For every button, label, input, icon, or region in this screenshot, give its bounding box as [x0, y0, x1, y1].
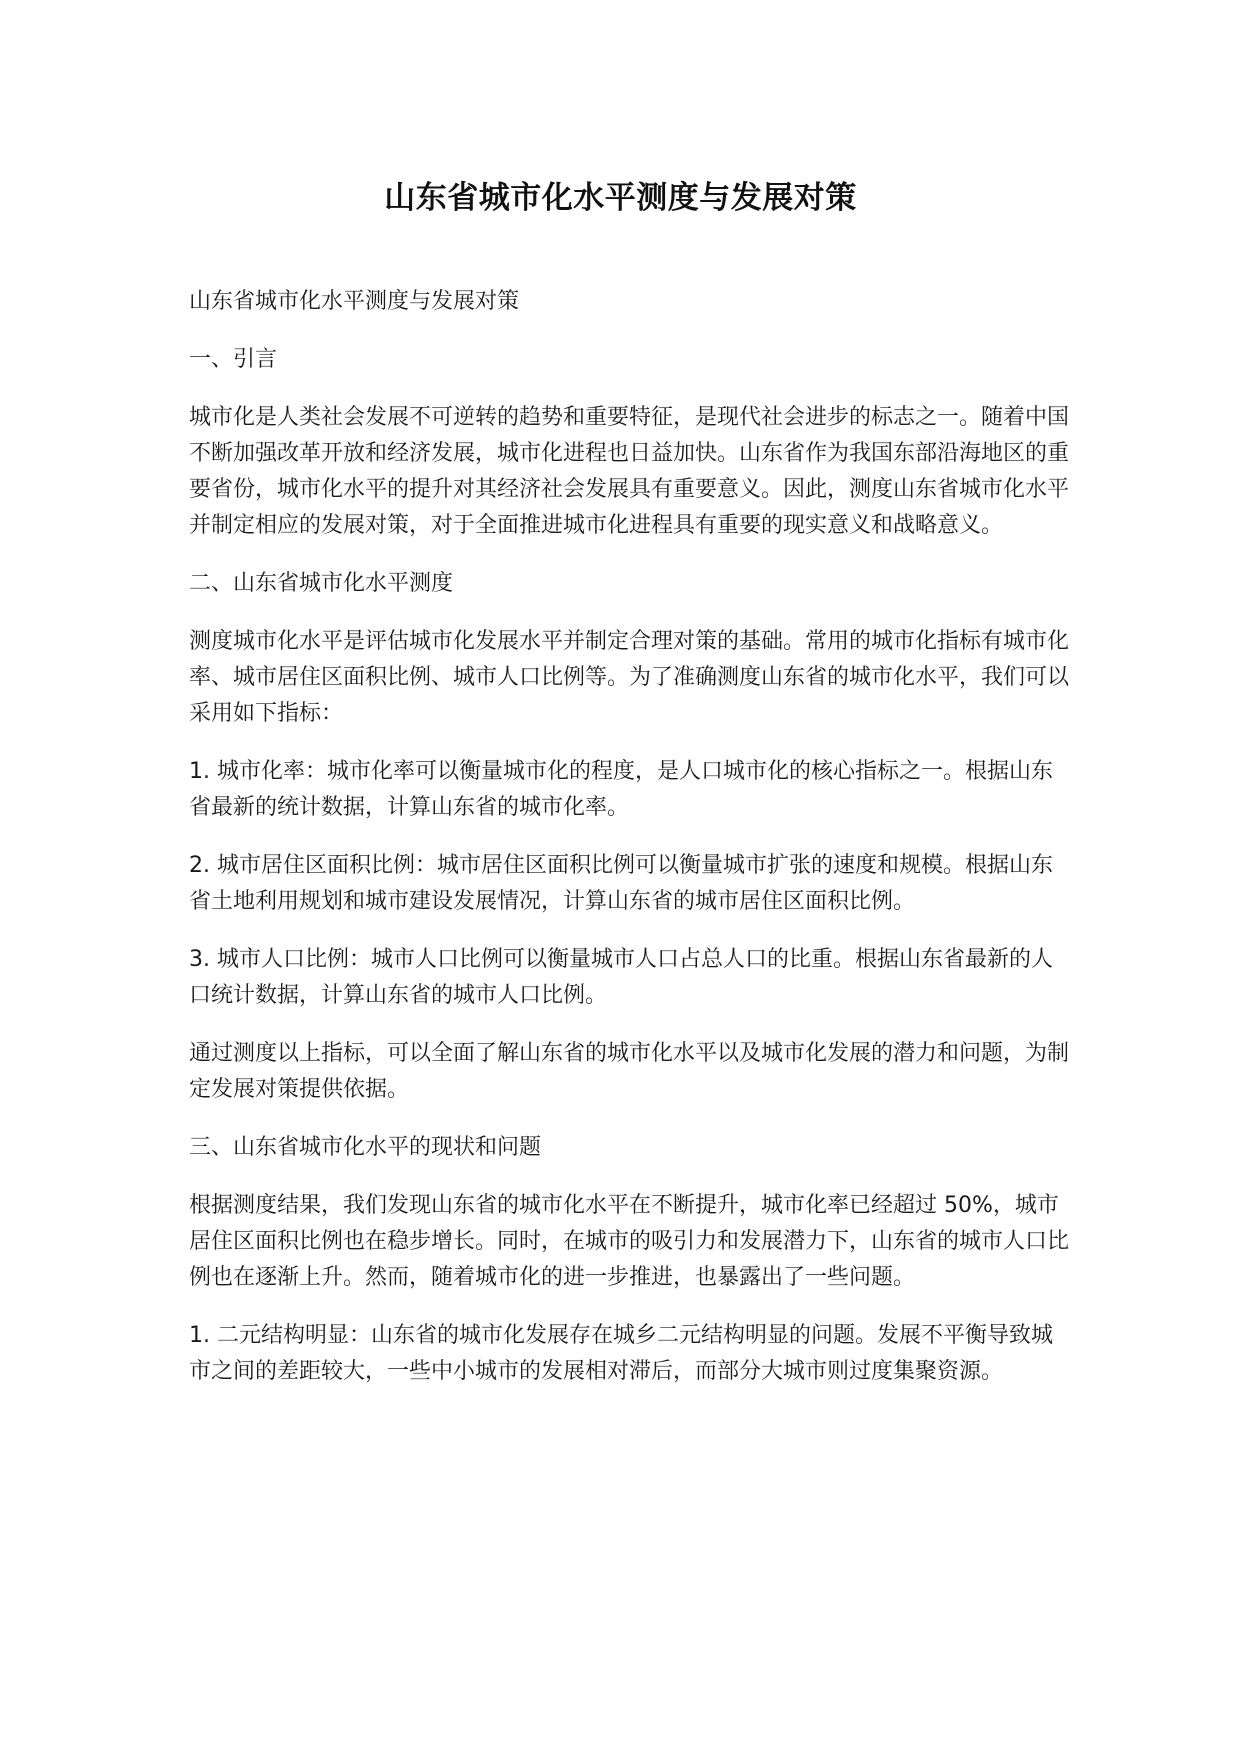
body-paragraph: 城市化是人类社会发展不可逆转的趋势和重要特征，是现代社会进步的标志之一。随着中国不断加强改革开放和经济发展，城市化进程也日益加快。山东省作为我国东部沿海地区的重要省份，城市化水平的提升对其经济社会发展具有重要意义。因此，测度山东省城市化水平并制定相应的发展对策，对于全面推进城市化进程具有重要的现实意义和战略意义。: [189, 405, 1070, 538]
subtitle-paragraph: 山东省城市化水平测度与发展对策: [189, 289, 520, 314]
document-title: 山东省城市化水平测度与发展对策: [384, 180, 857, 216]
list-item-urbanization-rate: 1. 城市化率：城市化率可以衡量城市化的程度，是人口城市化的核心指标之一。根据山东省最新的统计数据，计算山东省的城市化率。: [189, 759, 1053, 820]
body-paragraph: 根据测度结果，我们发现山东省的城市化水平在不断提升，城市化率已经超过 50%，城市居住区面积比例也在稳步增长。同时，在城市的吸引力和发展潜力下，山东省的城市人口比例也在逐渐上升。然而，随着城市化的进一步推进，也暴露出了一些问题。: [189, 1193, 1070, 1290]
list-item-dual-structure: 1. 二元结构明显：山东省的城市化发展存在城乡二元结构明显的问题。发展不平衡导致城市之间的差距较大，一些中小城市的发展相对滞后，而部分大城市则过度集聚资源。: [189, 1323, 1053, 1384]
list-item-residential-area-ratio: 2. 城市居住区面积比例：城市居住区面积比例可以衡量城市扩张的速度和规模。根据山东省土地利用规划和城市建设发展情况，计算山东省的城市居住区面积比例。: [189, 853, 1053, 914]
body-paragraph: 通过测度以上指标，可以全面了解山东省的城市化水平以及城市化发展的潜力和问题，为制定发展对策提供依据。: [189, 1041, 1070, 1102]
document-body: [189, 284, 1069, 1412]
body-paragraph: 测度城市化水平是评估城市化发展水平并制定合理对策的基础。常用的城市化指标有城市化率、城市居住区面积比例、城市人口比例等。为了准确测度山东省的城市化水平，我们可以采用如下指标：: [189, 629, 1070, 726]
section-heading-measurement: 二、山东省城市化水平测度: [189, 571, 454, 596]
list-item-urban-population-ratio: 3. 城市人口比例：城市人口比例可以衡量城市人口占总人口的比重。根据山东省最新的人口统计数据，计算山东省的城市人口比例。: [189, 947, 1053, 1008]
section-heading-introduction: 一、引言: [189, 347, 278, 372]
section-heading-status-and-problems: 三、山东省城市化水平的现状和问题: [189, 1135, 542, 1160]
